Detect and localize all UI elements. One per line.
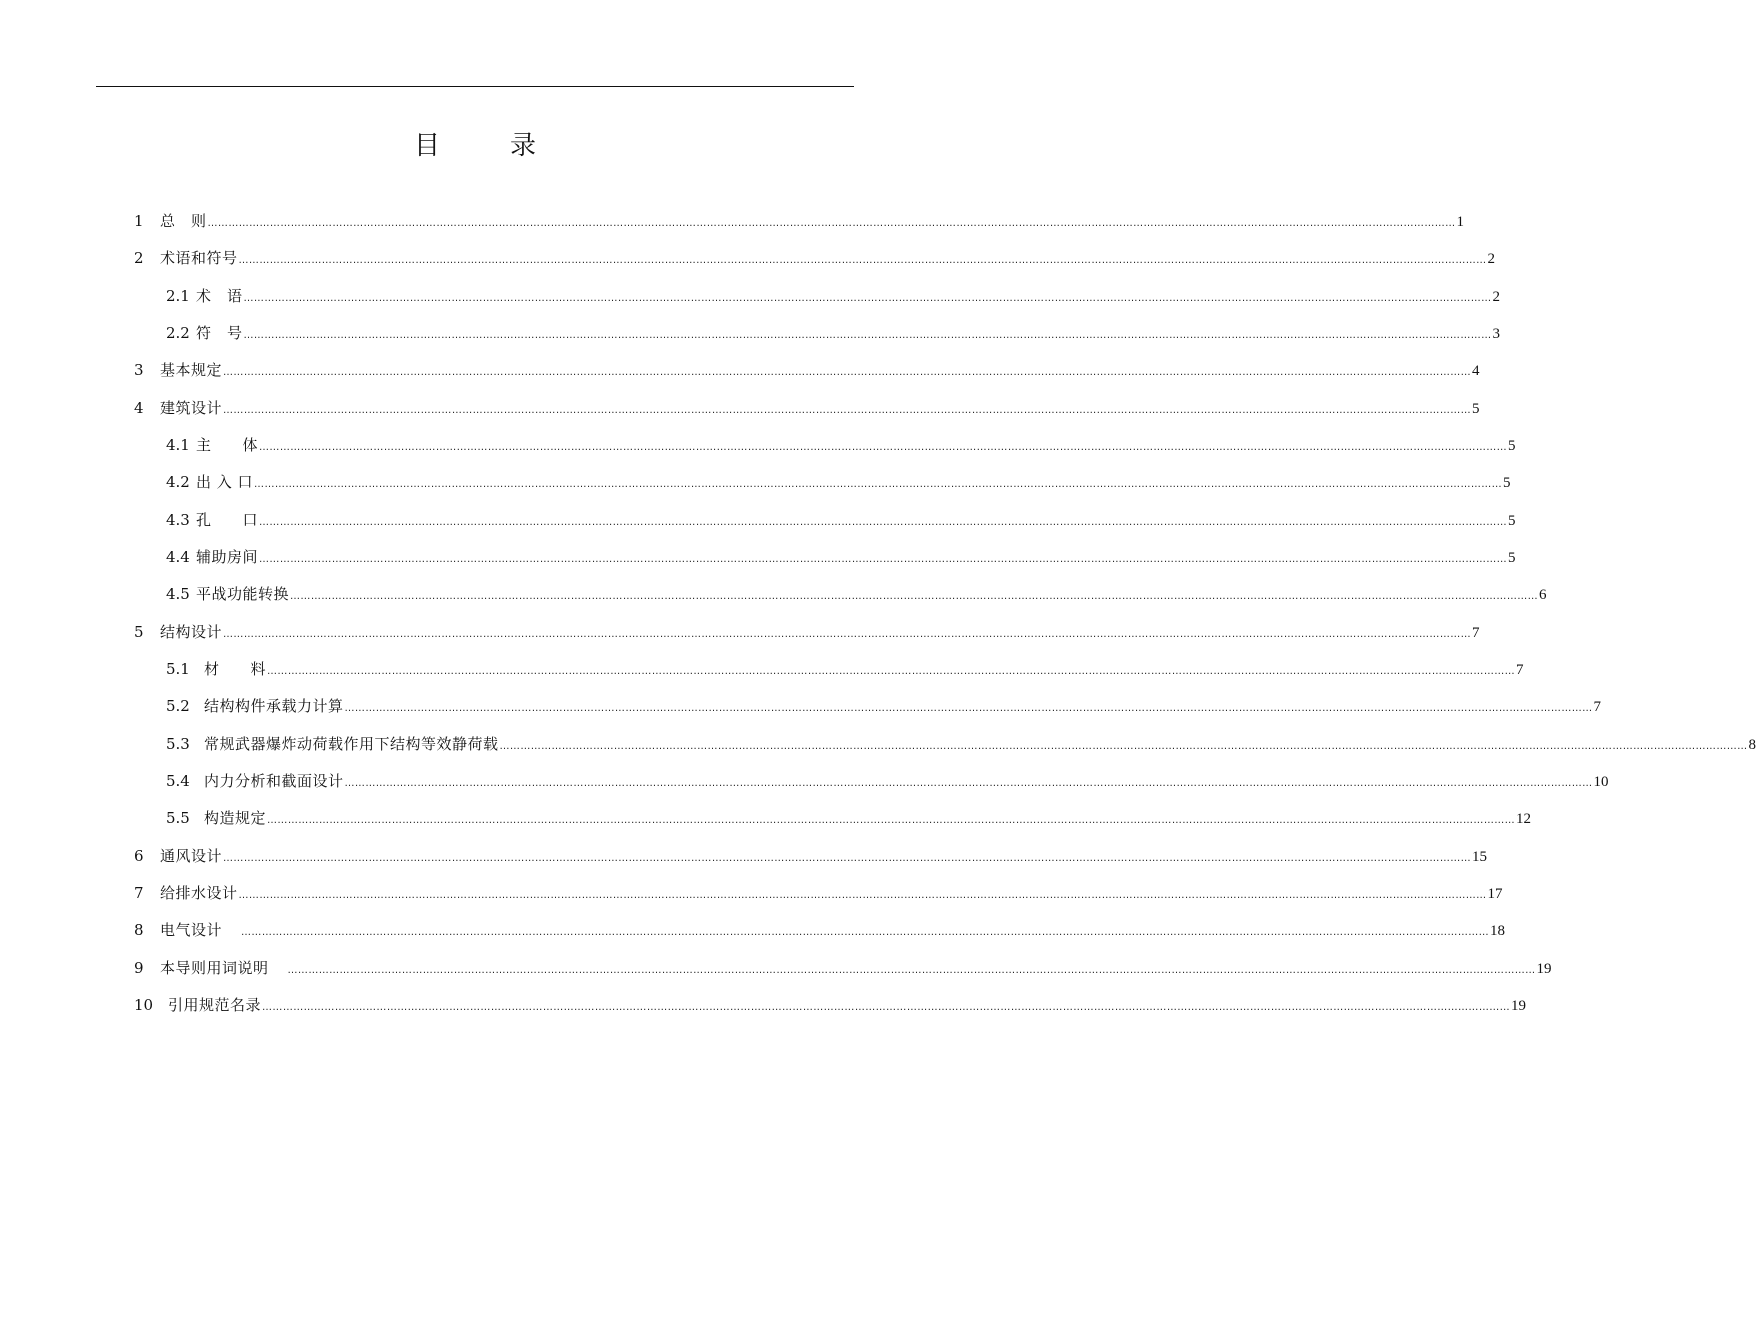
- toc-entry[interactable]: [166, 732, 1756, 756]
- title-char-2: 录: [510, 131, 537, 161]
- toc-entry-number: 5.1: [166, 660, 190, 678]
- toc-entry-label: 材 料: [204, 660, 267, 678]
- toc-dot-leader: ………………………………………………………………………………………………………………………………………………………………………………………………………………………………………………………………………………………………………………………………: [267, 815, 1516, 826]
- toc-entry-number: 2.1: [166, 287, 190, 305]
- toc-entry[interactable]: [166, 582, 1547, 606]
- toc-entry-number: 1: [134, 212, 144, 230]
- toc-entry-number: 5.3: [166, 735, 190, 753]
- toc-entry-page: 5: [1508, 550, 1516, 566]
- toc-entry-page: 1: [1456, 214, 1465, 230]
- toc-entry[interactable]: [134, 246, 1496, 270]
- toc-entry-page: 19: [1536, 961, 1552, 977]
- toc-dot-leader: ………………………………………………………………………………………………………………………………………………………………………………………………………………………………………………………………………………………………………………………………: [223, 853, 1472, 864]
- toc-entry-label: 建筑设计: [160, 399, 223, 417]
- toc-dot-leader: ………………………………………………………………………………………………………………………………………………………………………………………………………………………………………………………………………………………………………………………………: [344, 778, 1593, 789]
- toc-entry-number: 5.4: [166, 772, 190, 790]
- toc-entry-number: 5.2: [166, 697, 190, 715]
- toc-dot-leader: ………………………………………………………………………………………………………………………………………………………………………………………………………………………………………………………………………………………………………………………………: [259, 554, 1508, 565]
- toc-entry-page: 4: [1472, 363, 1480, 379]
- toc-dot-leader: ………………………………………………………………………………………………………………………………………………………………………………………………………………………………………………………………………………………………………………………………: [290, 591, 1539, 602]
- toc-entry[interactable]: [166, 284, 1501, 308]
- toc-entry-page: 12: [1516, 811, 1532, 827]
- toc-entry-label: 结构设计: [160, 623, 223, 641]
- toc-entry[interactable]: [134, 358, 1480, 382]
- toc-entry-label: 术语和符号: [160, 249, 238, 267]
- toc-entry-number: 5: [134, 623, 144, 641]
- toc-entry-page: 5: [1508, 438, 1516, 454]
- toc-entry-page: 10: [1593, 774, 1609, 790]
- toc-dot-leader: ………………………………………………………………………………………………………………………………………………………………………………………………………………………………………………………………………………………………………………………………: [259, 442, 1508, 453]
- toc-entry[interactable]: [134, 396, 1480, 420]
- toc-entry[interactable]: [134, 956, 1552, 980]
- toc-entry-label: 术 语: [196, 287, 243, 305]
- toc-entry-number: 2.2: [166, 324, 190, 342]
- toc-entry-label: 主 体: [196, 436, 259, 454]
- toc-entry-page: 2: [1487, 251, 1496, 267]
- toc-entry-label: 出 入 口: [196, 473, 254, 491]
- toc-entry-label: 孔 口: [196, 511, 259, 529]
- toc-entry-label: 本导则用词说明: [160, 959, 269, 977]
- toc-dot-leader: ………………………………………………………………………………………………………………………………………………………………………………………………………………………………………………………………………………………………………………………………: [207, 218, 1456, 229]
- toc-entry-page: 5: [1503, 475, 1511, 491]
- toc-entry-label: 总 则: [160, 212, 207, 230]
- toc-entry-number: 4.3: [166, 511, 190, 529]
- toc-dot-leader: ………………………………………………………………………………………………………………………………………………………………………………………………………………………………………………………………………………………………………………………………: [223, 405, 1472, 416]
- toc-entry-label: 构造规定: [204, 809, 267, 827]
- toc-dot-leader: ………………………………………………………………………………………………………………………………………………………………………………………………………………………………………………………………………………………………………………………………: [223, 629, 1472, 640]
- toc-entry-label: 通风设计: [160, 847, 223, 865]
- toc-entry-label: 辅助房间: [196, 548, 259, 566]
- toc-entry-page: 6: [1539, 587, 1547, 603]
- toc-entry-page: 18: [1490, 923, 1506, 939]
- toc-dot-leader: ………………………………………………………………………………………………………………………………………………………………………………………………………………………………………………………………………………………………………………………………: [223, 367, 1472, 378]
- toc-entry-label: 基本规定: [160, 361, 223, 379]
- toc-entry-number: 3: [134, 361, 144, 379]
- toc-entry-number: 7: [134, 884, 144, 902]
- toc-entry-number: 10: [134, 996, 154, 1014]
- toc-dot-leader: ………………………………………………………………………………………………………………………………………………………………………………………………………………………………………………………………………………………………………………………………: [243, 293, 1492, 304]
- toc-entry[interactable]: [166, 694, 1602, 718]
- toc-entry[interactable]: [134, 918, 1506, 942]
- toc-entry[interactable]: [134, 993, 1527, 1017]
- toc-dot-leader: ………………………………………………………………………………………………………………………………………………………………………………………………………………………………………………………………………………………………………………………………: [267, 666, 1516, 677]
- title-char-1: 目: [413, 131, 440, 161]
- toc-entry[interactable]: [166, 545, 1516, 569]
- toc-entry-page: 7: [1593, 699, 1602, 715]
- toc-entry-label: 电气设计: [160, 921, 223, 939]
- toc-entry[interactable]: [166, 321, 1501, 345]
- toc-entry-number: 4.4: [166, 548, 190, 566]
- toc-entry-label: 结构构件承载力计算: [204, 697, 344, 715]
- toc-dot-leader: ………………………………………………………………………………………………………………………………………………………………………………………………………………………………………………………………………………………………………………………………: [238, 255, 1487, 266]
- toc-dot-leader: ………………………………………………………………………………………………………………………………………………………………………………………………………………………………………………………………………………………………………………………………: [241, 927, 1490, 938]
- toc-entry[interactable]: [134, 209, 1465, 233]
- toc-dot-leader: ………………………………………………………………………………………………………………………………………………………………………………………………………………………………………………………………………………………………………………………………: [287, 965, 1536, 976]
- toc-dot-leader: ………………………………………………………………………………………………………………………………………………………………………………………………………………………………………………………………………………………………………………………………: [262, 1002, 1511, 1013]
- toc-entry-number: 2: [134, 249, 144, 267]
- toc-entry[interactable]: [166, 769, 1609, 793]
- toc-entry[interactable]: [134, 844, 1488, 868]
- toc-entry-page: 2: [1492, 289, 1501, 305]
- toc-entry-page: 7: [1472, 625, 1480, 641]
- toc-entry-page: 15: [1472, 849, 1488, 865]
- toc-dot-leader: ………………………………………………………………………………………………………………………………………………………………………………………………………………………………………………………………………………………………………………………………: [238, 890, 1487, 901]
- toc-entry-number: 4.5: [166, 585, 190, 603]
- toc-entry-page: 7: [1516, 662, 1524, 678]
- toc-entry-number: 8: [134, 921, 144, 939]
- toc-entry-label: 平战功能转换: [196, 585, 290, 603]
- toc-entry-page: 5: [1508, 513, 1516, 529]
- toc-entry-label: 常规武器爆炸动荷载作用下结构等效静荷载: [204, 735, 499, 753]
- toc-entry-number: 5.5: [166, 809, 190, 827]
- toc-entry-label: 内力分析和截面设计: [204, 772, 344, 790]
- toc-dot-leader: ………………………………………………………………………………………………………………………………………………………………………………………………………………………………………………………………………………………………………………………………: [499, 741, 1748, 752]
- toc-entry-label: 给排水设计: [160, 884, 238, 902]
- toc-entry[interactable]: [166, 433, 1516, 457]
- toc-dot-leader: ………………………………………………………………………………………………………………………………………………………………………………………………………………………………………………………………………………………………………………………………: [344, 703, 1593, 714]
- toc-entry[interactable]: [166, 657, 1524, 681]
- toc-entry-label: 符 号: [196, 324, 243, 342]
- toc-entry[interactable]: [134, 620, 1480, 644]
- toc-entry[interactable]: [166, 508, 1516, 532]
- toc-dot-leader: ………………………………………………………………………………………………………………………………………………………………………………………………………………………………………………………………………………………………………………………………: [243, 330, 1492, 341]
- toc-dot-leader: ………………………………………………………………………………………………………………………………………………………………………………………………………………………………………………………………………………………………………………………………: [259, 517, 1508, 528]
- toc-dot-leader: ………………………………………………………………………………………………………………………………………………………………………………………………………………………………………………………………………………………………………………………………: [254, 479, 1503, 490]
- toc-entry-page: 19: [1511, 998, 1527, 1014]
- toc-entry[interactable]: [166, 470, 1511, 494]
- toc-entry[interactable]: [166, 806, 1532, 830]
- toc-entry-number: 9: [134, 959, 144, 977]
- toc-entry-page: 8: [1748, 737, 1756, 753]
- toc-entry[interactable]: [134, 881, 1503, 905]
- toc-entry-number: 4.2: [166, 473, 190, 491]
- toc-entry-number: 4: [134, 399, 144, 417]
- toc-entry-page: 3: [1492, 326, 1501, 342]
- toc-entry-page: 5: [1472, 401, 1480, 417]
- toc-entry-page: 17: [1487, 886, 1503, 902]
- toc-entry-label: 引用规范名录: [168, 996, 262, 1014]
- toc-entry-number: 4.1: [166, 436, 190, 454]
- toc-entry-number: 6: [134, 847, 144, 865]
